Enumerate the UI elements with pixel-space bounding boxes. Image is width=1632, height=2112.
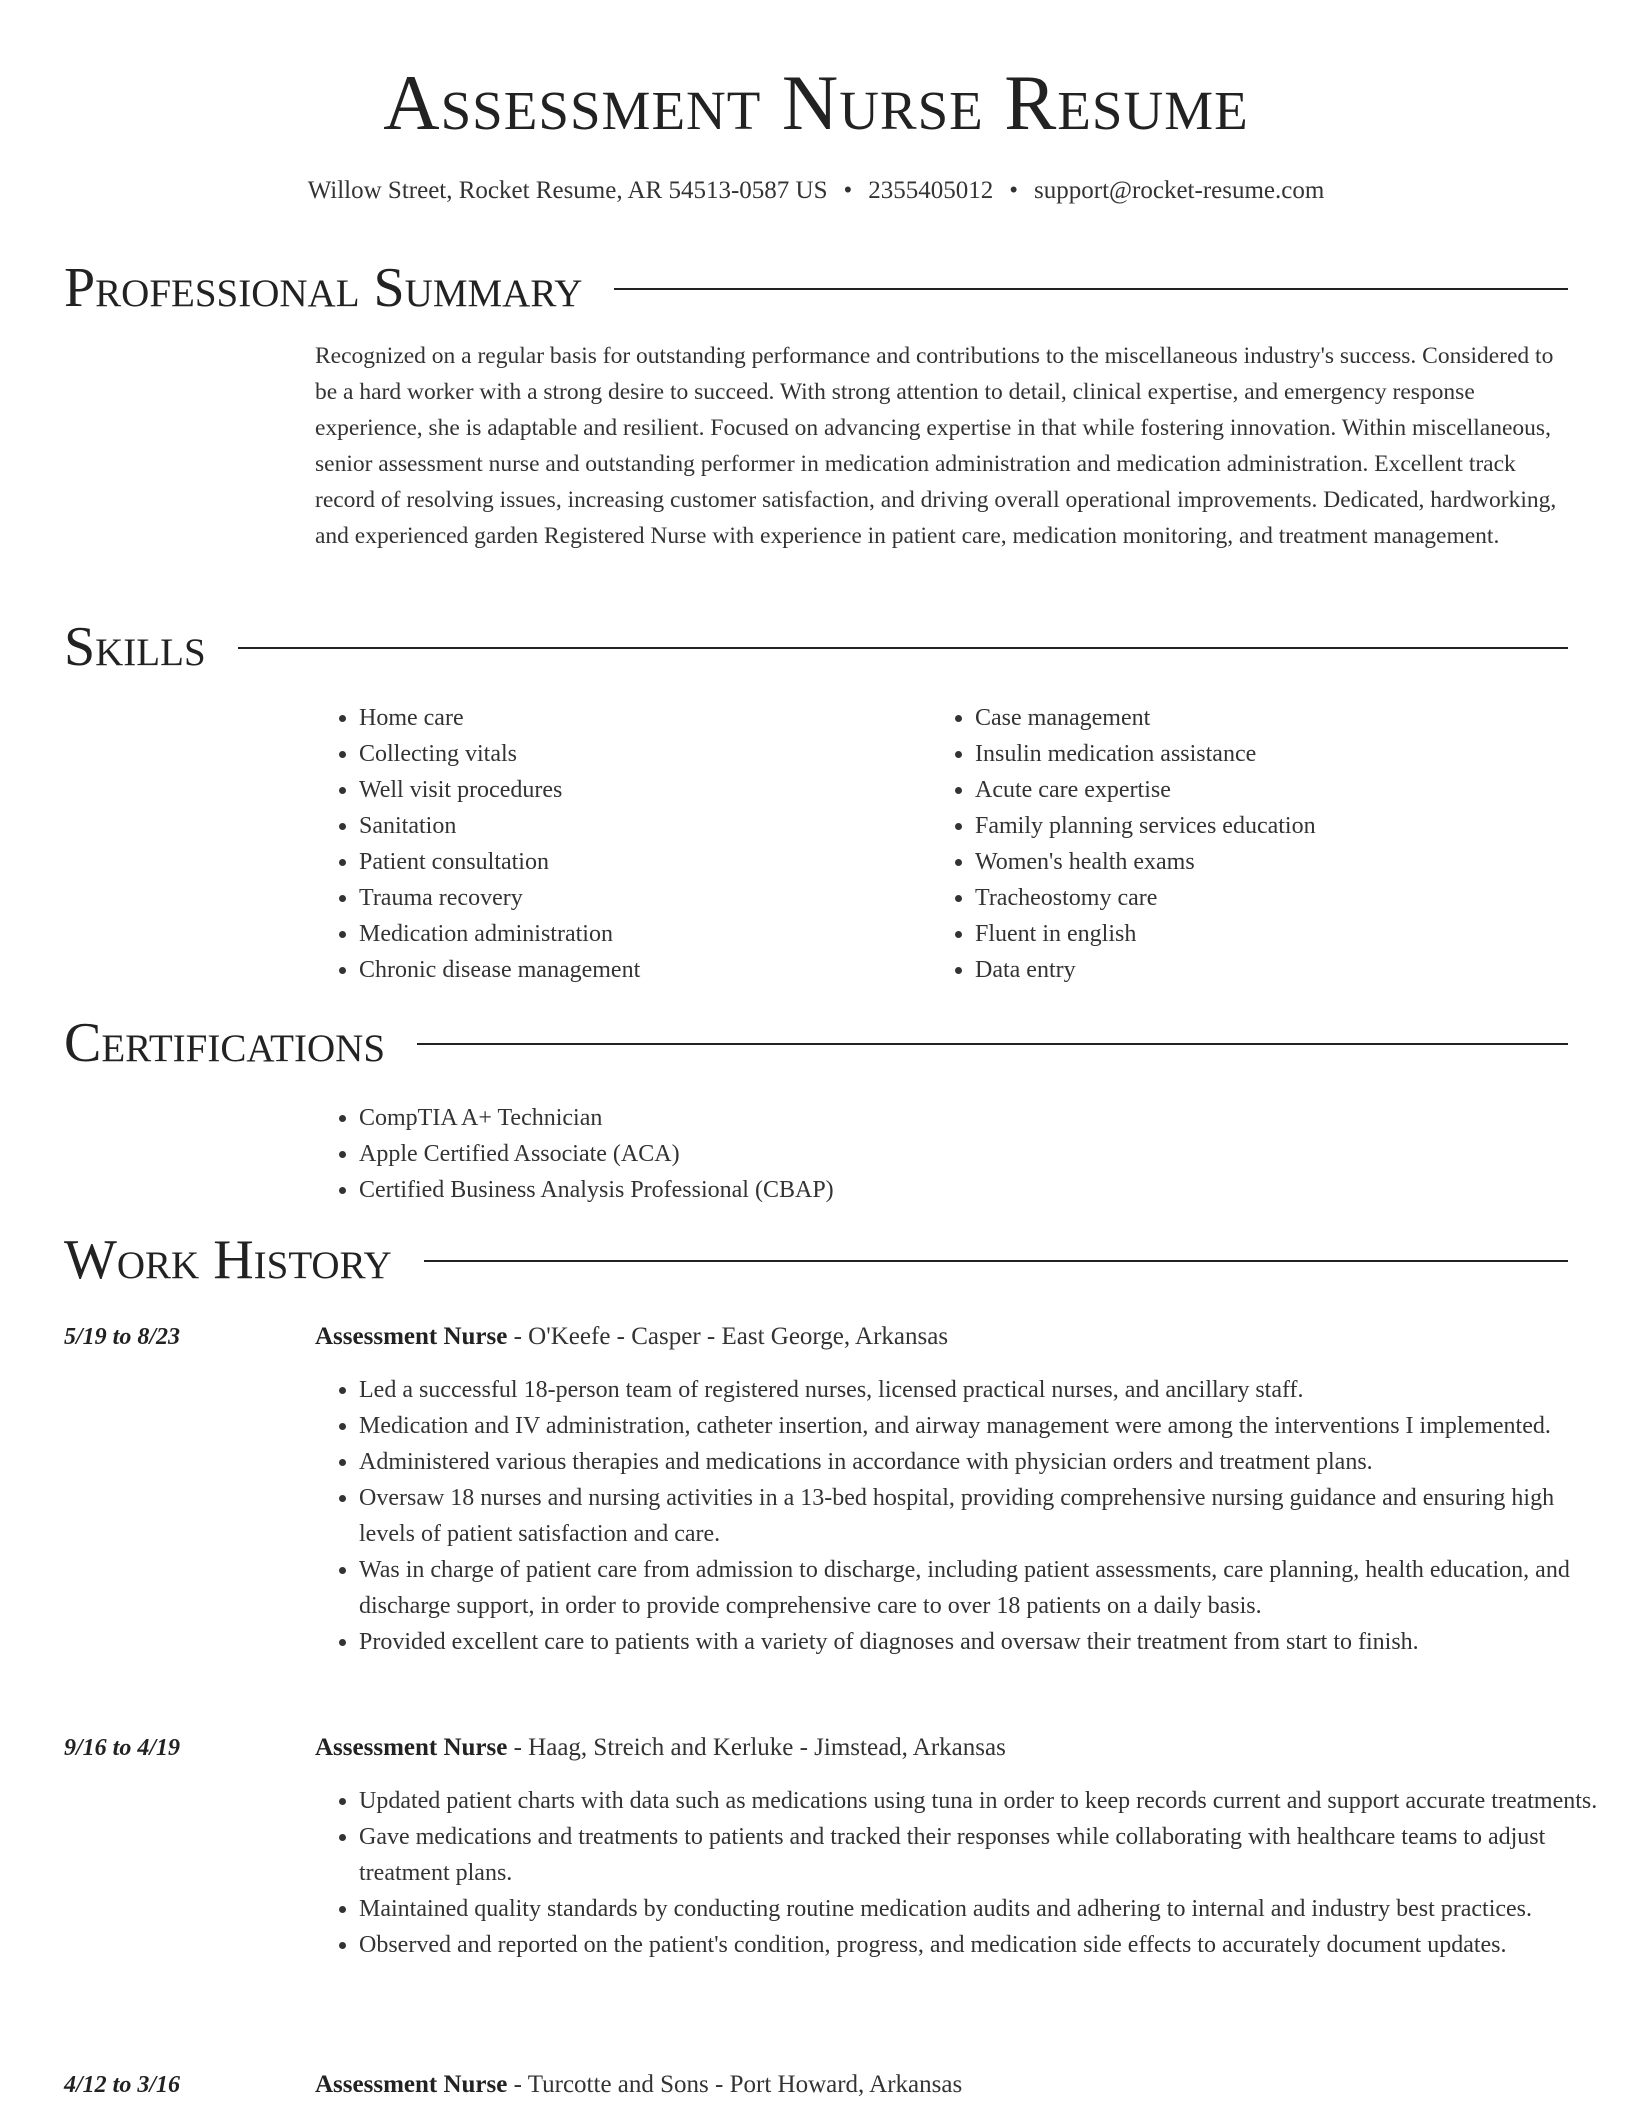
job-title: Assessment Nurse	[315, 1734, 508, 1761]
separator-dot: •	[843, 177, 853, 204]
section-divider	[238, 647, 1568, 649]
skill-item: • Case management	[975, 700, 1511, 736]
section-divider	[417, 1043, 1568, 1045]
skill-item: • Data entry	[975, 952, 1511, 988]
job-dates: 4/12 to 3/16	[64, 2072, 181, 2098]
address: Willow Street, Rocket Resume, AR 54513-0587 US	[307, 177, 828, 204]
section-title-certifications: Certifications	[64, 1012, 386, 1074]
certifications-list	[315, 1100, 1515, 1208]
contact-line	[0, 174, 1632, 208]
section-title-summary: Professional Summary	[64, 257, 583, 319]
section-header-summary	[64, 256, 1568, 320]
skill-item: • Home care	[359, 700, 895, 736]
skill-item: • Sanitation	[359, 808, 895, 844]
skills-list-left	[315, 700, 895, 988]
duty-item: • Gave medications and treatments to patients and tracked their responses while collaborating with healthcare teams to adjust treatment plans.	[359, 1819, 1609, 1891]
duty-item: • Led a successful 18-person team of registered nurses, licensed practical nurses, and ancillary staff.	[359, 1372, 1609, 1408]
skill-item: • Patient consultation	[359, 844, 895, 880]
skill-item: • Women's health exams	[975, 844, 1511, 880]
skill-item: • Insulin medication assistance	[975, 736, 1511, 772]
job-heading	[315, 2068, 962, 2102]
certification-item: • Apple Certified Associate (ACA)	[359, 1136, 1515, 1172]
skill-item: • Trauma recovery	[359, 880, 895, 916]
duty-item: • Medication and IV administration, catheter insertion, and airway management were among the interventions I implemented.	[359, 1408, 1609, 1444]
summary-text: Recognized on a regular basis for outstanding performance and contributions to the miscellaneous industry's success. Considered to be a hard worker with a strong desire to succeed. With strong attention to detail, clinical expertise, and emergency response experience, she is adaptable and resilient. Focused on advancing expertise in that while fostering innovation. Within miscellaneous, senior assessment nurse and outstanding performer in medication administration and medication administration. Excellent track record of resolving issues, increasing customer satisfaction, and driving overall operational improvements. Dedicated, hardworking, and experienced garden Registered Nurse with experience in patient care, medication monitoring, and treatment management.	[315, 343, 1557, 549]
job-title: Assessment Nurse	[315, 2071, 508, 2098]
section-header-work-history	[64, 1228, 1568, 1292]
phone-number: 2355405012	[868, 177, 994, 204]
job-dates: 5/19 to 8/23	[64, 1324, 181, 1350]
duty-item: • Maintained quality standards by conducting routine medication audits and adhering to internal and industry best practices.	[359, 1891, 1609, 1927]
job-heading	[315, 1731, 1006, 1765]
skill-item: • Well visit procedures	[359, 772, 895, 808]
duty-item: • Provided excellent care to patients with a variety of diagnoses and oversaw their treatment from start to finish.	[359, 1624, 1609, 1660]
skill-item: • Medication administration	[359, 916, 895, 952]
certification-item: • CompTIA A+ Technician	[359, 1100, 1515, 1136]
duty-item: • Observed and reported on the patient's condition, progress, and medication side effects to accurately document updates.	[359, 1927, 1609, 1963]
skill-item: • Collecting vitals	[359, 736, 895, 772]
separator-dot: •	[1009, 177, 1019, 204]
job-title: Assessment Nurse	[315, 1323, 508, 1350]
section-divider	[424, 1260, 1568, 1262]
job-dates: 9/16 to 4/19	[64, 1735, 181, 1761]
skill-item: • Fluent in english	[975, 916, 1511, 952]
job-duties	[315, 1783, 1609, 1963]
section-title-skills: Skills	[64, 616, 206, 678]
job-heading	[315, 1320, 948, 1354]
job-employer-location: - O'Keefe - Casper - East George, Arkansas	[507, 1323, 949, 1350]
duty-item: • Administered various therapies and medications in accordance with physician orders and treatment plans.	[359, 1444, 1609, 1480]
certification-item: • Certified Business Analysis Professional (CBAP)	[359, 1172, 1515, 1208]
resume-title: Assessment Nurse Resume	[383, 59, 1249, 146]
section-header-skills	[64, 615, 1568, 679]
skill-item: • Acute care expertise	[975, 772, 1511, 808]
job-duties	[315, 1372, 1609, 1660]
duty-item: • Oversaw 18 nurses and nursing activities in a 13-bed hospital, providing comprehensive nursing guidance and ensuring high levels of patient satisfaction and care.	[359, 1480, 1609, 1552]
skill-item: • Family planning services education	[975, 808, 1511, 844]
job-employer-location: - Turcotte and Sons - Port Howard, Arkansas	[507, 2071, 963, 2098]
skill-item: • Tracheostomy care	[975, 880, 1511, 916]
duty-item: • Was in charge of patient care from admission to discharge, including patient assessments, care planning, health education, and discharge support, in order to provide comprehensive care to over 18 patients on a daily basis.	[359, 1552, 1609, 1624]
section-title-work-history: Work History	[64, 1229, 392, 1291]
job-employer-location: - Haag, Streich and Kerluke - Jimstead, Arkansas	[507, 1734, 1006, 1761]
skills-list-right	[931, 700, 1511, 988]
duty-item: • Updated patient charts with data such as medications using tuna in order to keep records current and support accurate treatments.	[359, 1783, 1609, 1819]
email-address: support@rocket-resume.com	[1034, 177, 1325, 204]
section-header-certifications	[64, 1011, 1568, 1075]
skill-item: • Chronic disease management	[359, 952, 895, 988]
section-divider	[614, 288, 1568, 290]
